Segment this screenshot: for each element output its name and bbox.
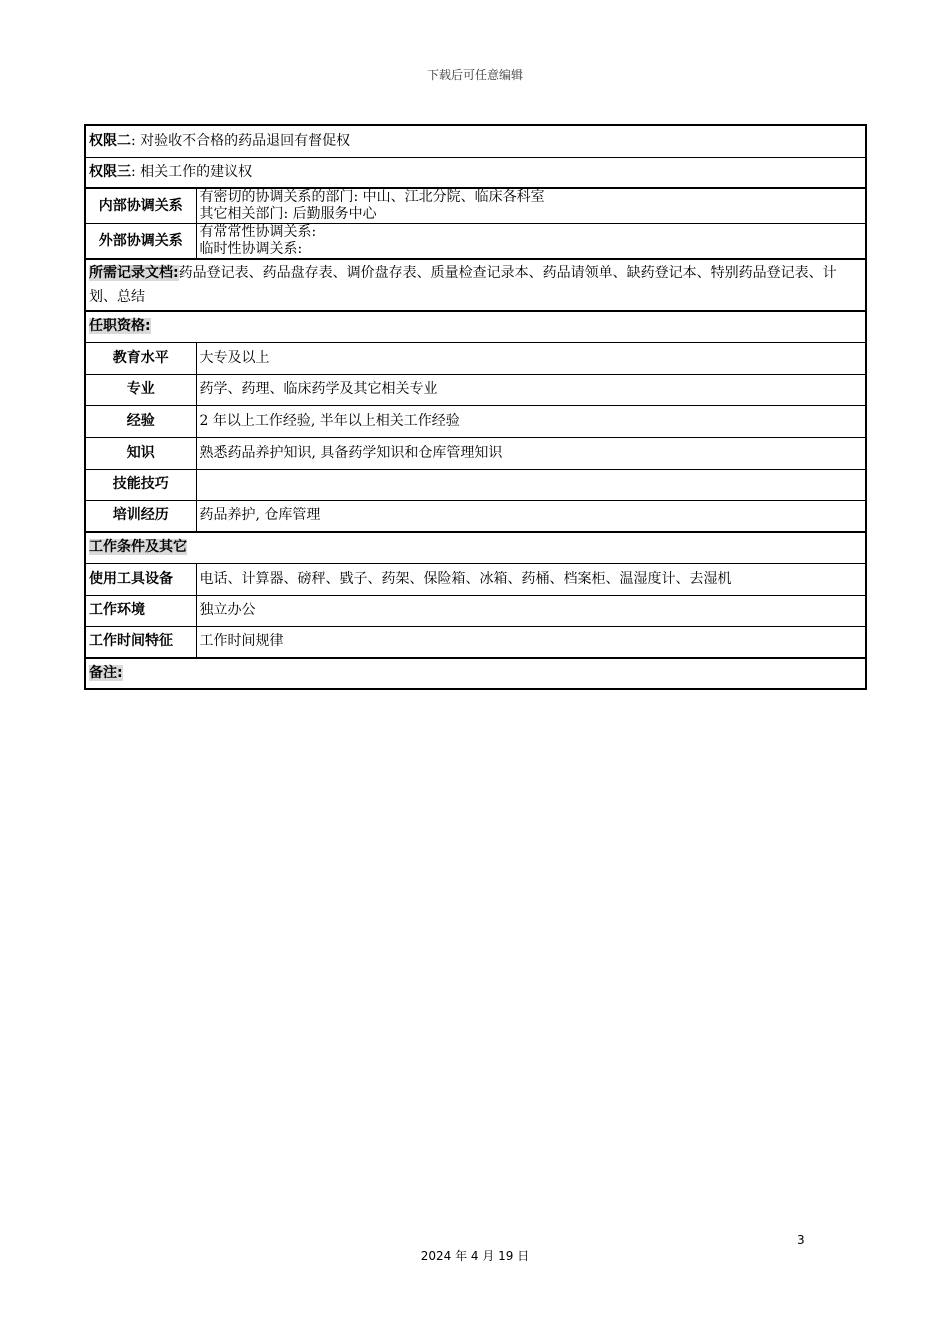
job-description-table	[84, 124, 867, 690]
header-note: 下载后可任意编辑	[426, 68, 523, 82]
experience-row	[85, 405, 866, 437]
authority3-text: 相关工作的建议权	[135, 163, 253, 180]
major-row	[85, 374, 866, 405]
records-text: 药品登记表、药品盘存表、调价盘存表、质量检查记录本、药品请领单、缺药登记本、特别药品登记表、计划、总结	[89, 265, 837, 305]
remarks-colon: :	[117, 665, 123, 681]
tools-label: 使用工具设备	[85, 563, 196, 595]
major-value: 药学、药理、临床药学及其它相关专业	[196, 374, 866, 405]
page-number: 3	[797, 1233, 805, 1247]
training-value: 药品养护, 仓库管理	[196, 500, 866, 532]
qualifications-section-row	[85, 311, 866, 342]
experience-label: 经验	[85, 405, 196, 437]
internal-coordination-label: 内部协调关系	[85, 188, 196, 224]
external-coordination-label: 外部协调关系	[85, 224, 196, 260]
training-label: 培训经历	[85, 500, 196, 532]
major-label: 专业	[85, 374, 196, 405]
authority2-label: 权限二	[89, 132, 131, 149]
tools-row	[85, 563, 866, 595]
authority3-row	[85, 157, 866, 188]
time-row	[85, 626, 866, 658]
authority3-label: 权限三	[89, 163, 131, 180]
authority3-colon: :	[131, 163, 136, 180]
knowledge-label: 知识	[85, 437, 196, 469]
environment-row	[85, 595, 866, 626]
internal-line1: 有密切的协调关系的部门: 中山、江北分院、临床各科室	[199, 189, 545, 205]
training-row	[85, 500, 866, 532]
internal-line2: 其它相关部门: 后勤服务中心	[199, 206, 377, 222]
external-coordination-row	[85, 224, 866, 260]
internal-coordination-row	[85, 188, 866, 224]
records-label: 所需记录文档	[89, 265, 173, 281]
time-label: 工作时间特征	[85, 626, 196, 658]
records-colon: :	[173, 265, 179, 281]
education-row	[85, 342, 866, 374]
education-value: 大专及以上	[196, 342, 866, 374]
qualifications-section-label: 任职资格	[89, 318, 145, 335]
experience-value: 2 年以上工作经验, 半年以上相关工作经验	[196, 405, 866, 437]
conditions-section-label: 工作条件及其它	[89, 539, 187, 556]
knowledge-value: 熟悉药品养护知识, 具备药学知识和仓库管理知识	[196, 437, 866, 469]
skills-row	[85, 469, 866, 500]
footer-date: 2024 年 4 月 19 日	[420, 1249, 530, 1263]
authority2-text: 对验收不合格的药品退回有督促权	[135, 132, 351, 149]
external-line1: 有常常性协调关系:	[199, 224, 317, 240]
skills-value	[196, 469, 866, 500]
qualifications-colon: :	[145, 318, 151, 335]
skills-label: 技能技巧	[85, 469, 196, 500]
knowledge-row	[85, 437, 866, 469]
time-value: 工作时间规律	[196, 626, 866, 658]
environment-label: 工作环境	[85, 595, 196, 626]
remarks-label: 备注	[89, 665, 117, 681]
education-label: 教育水平	[85, 342, 196, 374]
authority2-row	[85, 125, 866, 157]
environment-value: 独立办公	[196, 595, 866, 626]
conditions-section-row	[85, 532, 866, 563]
tools-value: 电话、计算器、磅秤、戥子、药架、保险箱、冰箱、药桶、档案柜、温湿度计、去湿机	[196, 563, 866, 595]
external-line2: 临时性协调关系:	[199, 241, 303, 257]
authority2-colon: :	[131, 132, 136, 149]
records-row	[85, 259, 866, 311]
remarks-row	[85, 658, 866, 689]
